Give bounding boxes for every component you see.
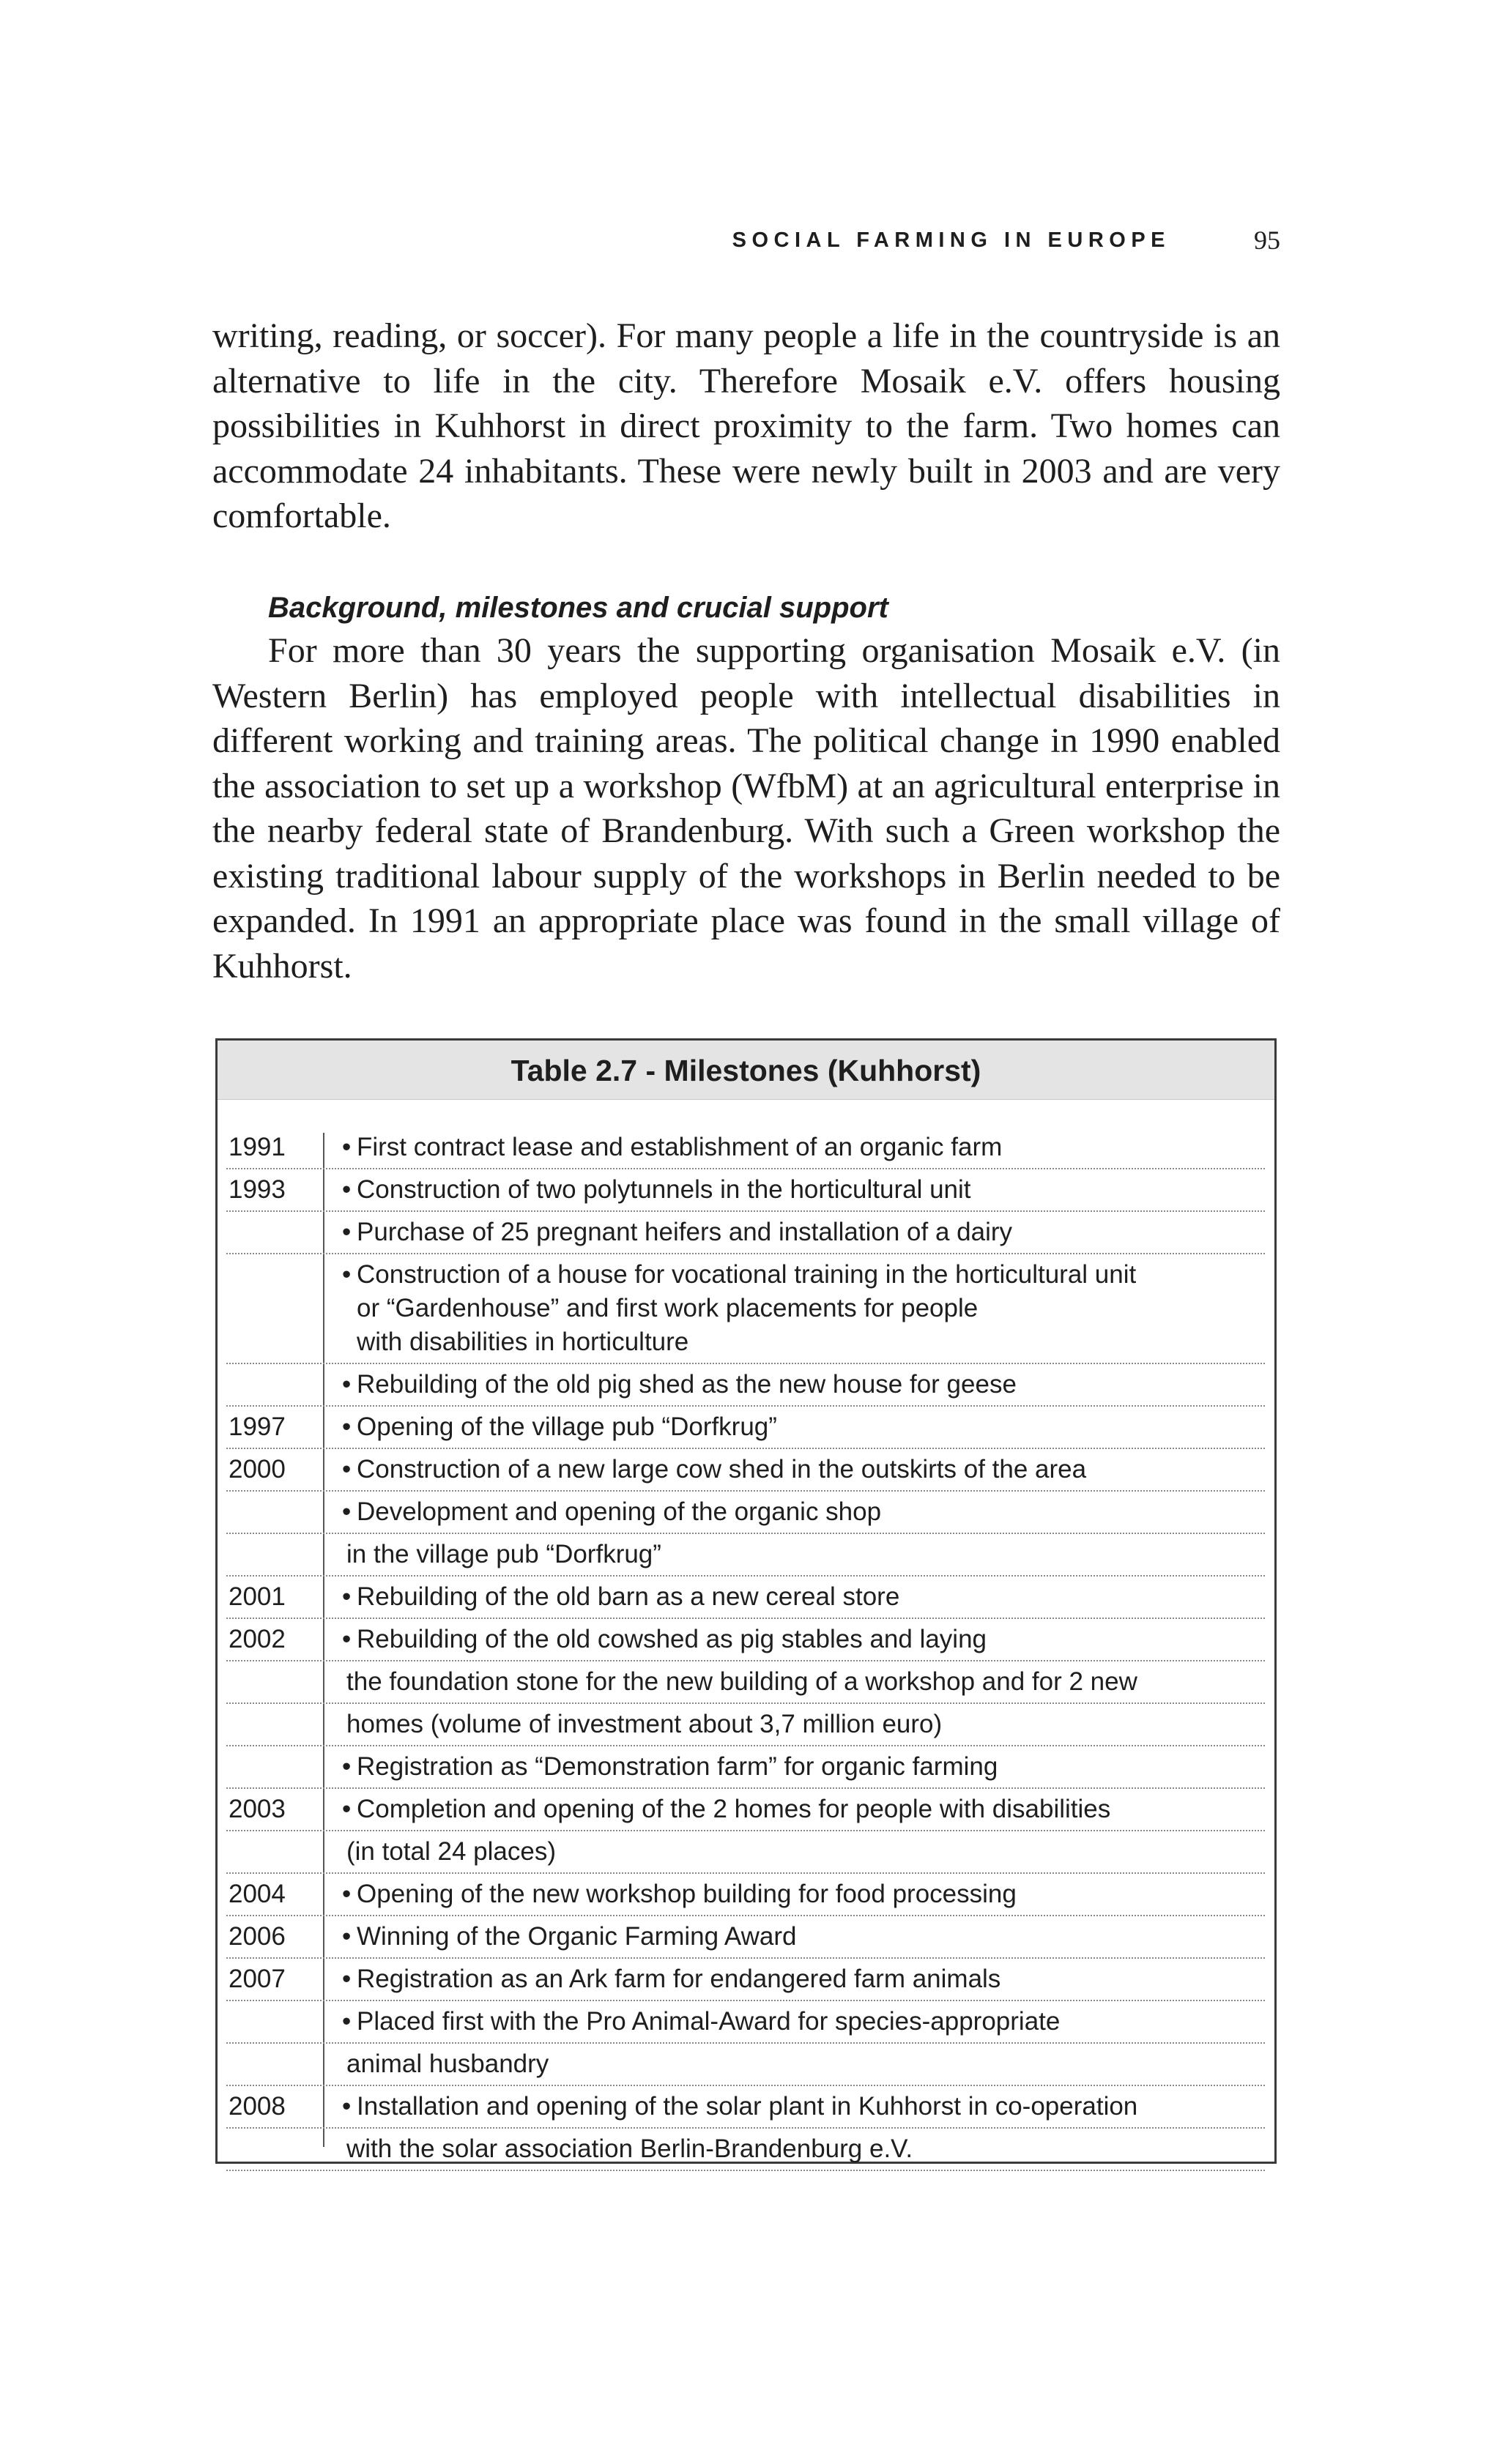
table-row <box>226 1169 1265 1212</box>
table-row <box>226 1212 1265 1254</box>
row-text-continued <box>332 1704 1265 1745</box>
row-year: 1991 <box>229 1133 286 1161</box>
row-text: Construction of a new large cow shed in the outskirts of the area <box>357 1455 1087 1484</box>
row-text: Installation and opening of the solar plant in Kuhhorst in co-operation <box>357 2092 1138 2121</box>
table-row <box>226 1619 1265 1661</box>
bullet: • <box>342 1455 352 1484</box>
row-year: 1997 <box>229 1412 286 1441</box>
row-year: 2004 <box>229 1880 286 1908</box>
bullet: • <box>342 2007 352 2036</box>
table-row <box>226 1254 1265 1364</box>
row-entry <box>332 1746 1265 1787</box>
table-rows <box>226 1127 1265 2171</box>
row-year: 2000 <box>229 1455 286 1484</box>
row-text: Completion and opening of the 2 homes for people with disabilities <box>357 1795 1111 1823</box>
bullet: • <box>342 1795 352 1823</box>
row-year: 2001 <box>229 1582 286 1611</box>
row-entry <box>332 2086 1265 2127</box>
row-text-continued <box>332 2044 1265 2085</box>
bullet: • <box>342 2092 352 2121</box>
table-row <box>226 1959 1265 2001</box>
row-text-continued: or “Gardenhouse” and first work placements for people <box>357 1294 979 1322</box>
table-row <box>226 1492 1265 1534</box>
row-text-continued <box>332 1661 1265 1702</box>
bullet: • <box>342 1880 352 1908</box>
row-entry <box>332 1127 1265 1168</box>
row-entry <box>332 1619 1265 1660</box>
table-row <box>226 2129 1265 2171</box>
bullet: • <box>342 1133 352 1161</box>
row-entry <box>332 1364 1265 1405</box>
row-year <box>226 1492 332 1533</box>
row-text: Opening of the new workshop building for food processing <box>357 1880 1017 1908</box>
row-year <box>226 1364 332 1405</box>
row-year <box>226 1704 332 1745</box>
row-text-continued <box>332 2129 1265 2170</box>
row-text: Winning of the Organic Farming Award <box>357 1922 797 1951</box>
row-year: 2006 <box>229 1922 286 1951</box>
row-text: in the village pub “Dorfkrug” <box>346 1540 661 1568</box>
row-year <box>226 1534 332 1575</box>
table-row <box>226 1127 1265 1169</box>
row-entry <box>332 1577 1265 1618</box>
row-entry <box>332 2001 1265 2042</box>
bullet: • <box>342 1497 352 1526</box>
table-row <box>226 1407 1265 1449</box>
milestones-table <box>215 1038 1277 2164</box>
row-text: Registration as an Ark farm for endangered farm animals <box>357 1965 1001 1993</box>
body-paragraph-1: writing, reading, or soccer). For many people a life in the countryside is an alternative to life in the city. Therefore Mosaik e.V. offers housing possibilities in Kuhhorst in direct proximity to the farm. Two homes can accommodate 24 inhabitants. These were newly built in 2003 and are very comfortable. <box>212 316 1280 535</box>
row-entry <box>332 1916 1265 1957</box>
row-entry <box>332 1407 1265 1448</box>
table-row <box>226 1577 1265 1619</box>
row-entry <box>332 1789 1265 1830</box>
body-paragraph-2: For more than 30 years the supporting organisation Mosaik e.V. (in Western Berlin) has employed people with intellectual disabilities in different working and training areas. The political change in 1990 enabled the association to set up a workshop (WfbM) at an agricultural enterprise in the nearby federal state of Brandenburg. With such a Green workshop the existing traditional labour supply of the workshops in Berlin needed to be expanded. In 1991 an appropriate place was found in the small village of Kuhhorst. <box>212 631 1280 986</box>
bullet: • <box>342 1260 352 1289</box>
bullet: • <box>342 1752 352 1781</box>
row-entry <box>332 1492 1265 1533</box>
row-year <box>226 1258 332 1359</box>
row-year <box>226 1746 332 1787</box>
running-head-title: SOCIAL FARMING IN EUROPE <box>732 228 1170 252</box>
table-row <box>226 2001 1265 2044</box>
bullet: • <box>342 1370 352 1399</box>
row-year <box>226 2044 332 2085</box>
section-heading: Background, milestones and crucial support <box>268 592 888 624</box>
table-row <box>226 1746 1265 1789</box>
row-year <box>226 2001 332 2042</box>
table-row <box>226 1534 1265 1577</box>
table-title-bar <box>218 1041 1274 1100</box>
row-text: (in total 24 places) <box>346 1837 556 1866</box>
row-text: Registration as “Demonstration farm” for organic farming <box>357 1752 998 1781</box>
row-year <box>226 1212 332 1253</box>
row-text: Development and opening of the organic shop <box>357 1497 882 1526</box>
bullet: • <box>342 1218 352 1246</box>
bullet: • <box>342 1922 352 1951</box>
row-text: Purchase of 25 pregnant heifers and installation of a dairy <box>357 1218 1013 1246</box>
row-entry <box>332 1258 1265 1359</box>
row-text: Rebuilding of the old barn as a new cereal store <box>357 1582 900 1611</box>
row-text: Placed first with the Pro Animal-Award for species-appropriate <box>357 2007 1061 2036</box>
row-text: First contract lease and establishment of an organic farm <box>357 1133 1003 1161</box>
row-year: 2002 <box>229 1625 286 1653</box>
row-year: 2003 <box>229 1795 286 1823</box>
row-text: homes (volume of investment about 3,7 million euro) <box>346 1710 943 1738</box>
table-row <box>226 1449 1265 1492</box>
row-entry <box>332 1449 1265 1490</box>
row-year <box>226 1661 332 1702</box>
row-text: Construction of a house for vocational training in the horticultural unit <box>357 1260 1137 1289</box>
row-text-continued <box>332 1831 1265 1872</box>
row-entry <box>332 1169 1265 1210</box>
row-year <box>226 2129 332 2170</box>
row-year: 1993 <box>229 1175 286 1204</box>
row-year: 2008 <box>229 2092 286 2121</box>
row-text: Construction of two polytunnels in the horticultural unit <box>357 1175 971 1204</box>
table-row <box>226 2086 1265 2129</box>
page-number: 95 <box>1254 226 1280 255</box>
running-head <box>0 226 1280 255</box>
table-row <box>226 1874 1265 1916</box>
row-entry <box>332 1959 1265 2000</box>
table-row <box>226 1916 1265 1959</box>
table-row <box>226 1364 1265 1407</box>
table-row <box>226 1789 1265 1831</box>
row-text-continued: with disabilities in horticulture <box>357 1328 689 1356</box>
row-text: with the solar association Berlin-Brandenburg e.V. <box>346 2134 913 2163</box>
row-text: animal husbandry <box>346 2050 549 2078</box>
table-row <box>226 1661 1265 1704</box>
table-row <box>226 2044 1265 2086</box>
row-text: the foundation stone for the new building of a workshop and for 2 new <box>346 1667 1137 1696</box>
row-entry <box>332 1212 1265 1253</box>
row-text: Rebuilding of the old pig shed as the new house for geese <box>357 1370 1017 1399</box>
row-year: 2007 <box>229 1965 286 1993</box>
bullet: • <box>342 1582 352 1611</box>
bullet: • <box>342 1175 352 1204</box>
row-text-continued <box>332 1534 1265 1575</box>
table-title: Table 2.7 - Milestones (Kuhhorst) <box>510 1054 981 1087</box>
bullet: • <box>342 1965 352 1993</box>
bullet: • <box>342 1625 352 1653</box>
bullet: • <box>342 1412 352 1441</box>
row-entry <box>332 1874 1265 1915</box>
row-text: Rebuilding of the old cowshed as pig stables and laying <box>357 1625 987 1653</box>
row-text: Opening of the village pub “Dorfkrug” <box>357 1412 777 1441</box>
table-row <box>226 1831 1265 1874</box>
table-row <box>226 1704 1265 1746</box>
row-year <box>226 1831 332 1872</box>
